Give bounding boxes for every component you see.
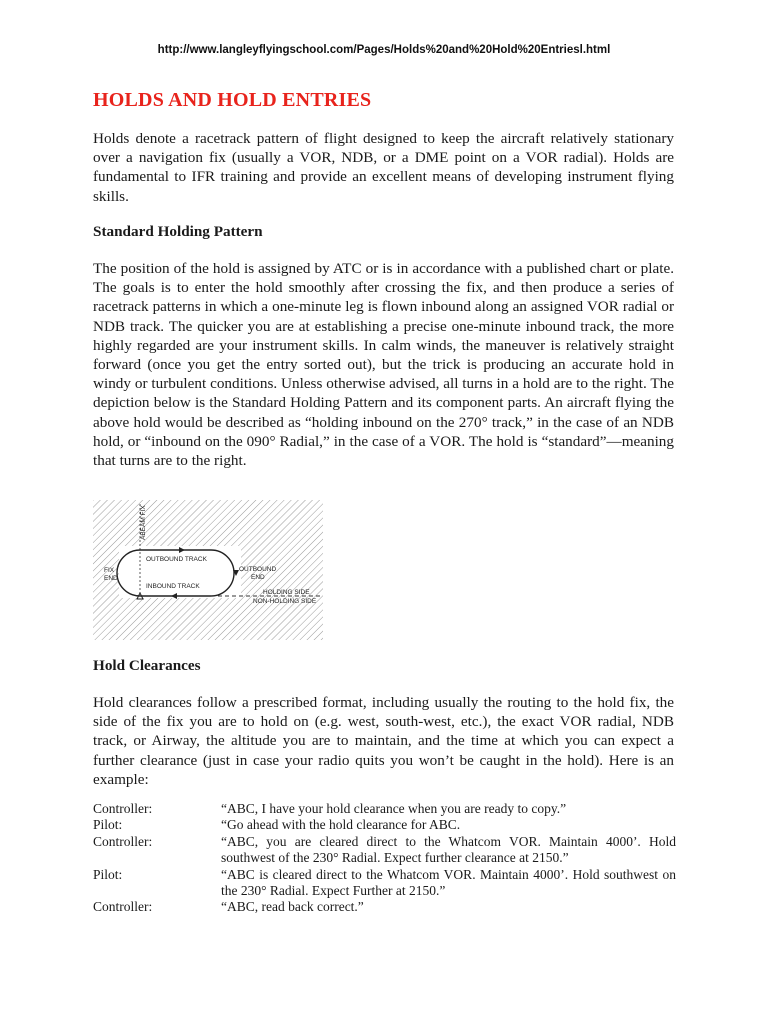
dialog-row [93, 899, 676, 915]
dialog-row [93, 834, 676, 867]
outbound-track-label: OUTBOUND TRACK [146, 556, 207, 563]
holding-pattern-svg [93, 500, 323, 640]
dialog-row [93, 867, 676, 900]
page-url-header: http://www.langleyflyingschool.com/Pages/Holds%20and%20Hold%20Entriesl.html [157, 44, 611, 56]
dialog-text: “ABC, read back correct.” [221, 899, 364, 915]
intro-paragraph: Holds denote a racetrack pattern of flight designed to keep the aircraft relatively stationary over a navigation fix (usually a VOR, NDB, or a DME point on a VOR radial). Holds are fundamental to IFR training and provide an excellent means of developing instrument flying skills. [93, 130, 674, 205]
dialog-row [93, 817, 676, 833]
dialog-speaker: Controller: [93, 899, 153, 915]
holding-pattern-diagram [93, 500, 323, 640]
section-heading-hold-clearances: Hold Clearances [93, 657, 201, 674]
dialog-speaker: Pilot: [93, 866, 123, 882]
dialog-text: “Go ahead with the hold clearance for ABC. [221, 817, 461, 833]
page-title: HOLDS AND HOLD ENTRIES [93, 89, 372, 111]
non-holding-side-label: NON-HOLDING SIDE [253, 598, 317, 605]
dialog-text: “ABC is cleared direct to the Whatcom VOR. Maintain 4000’. Hold southwest on the 230° Radial. Expect Further at 2150.” [221, 866, 676, 899]
dialog-speaker: Controller: [93, 833, 153, 849]
section-heading-standard-holding-pattern: Standard Holding Pattern [93, 223, 263, 240]
dialog-text: “ABC, I have your hold clearance when you are ready to copy.” [221, 801, 567, 816]
dialog-speaker: Controller: [93, 801, 153, 816]
holding-side-label: HOLDING SIDE [263, 589, 310, 596]
inbound-track-label: INBOUND TRACK [146, 583, 200, 590]
outbound-end-label-1: OUTBOUND [239, 566, 277, 573]
fix-end-label-1: FIX [104, 567, 115, 574]
dialog-speaker: Pilot: [93, 817, 123, 833]
abeam-fix-label: ABEAM FIX [140, 505, 147, 540]
dialog-row [93, 801, 676, 817]
clearance-dialog [93, 801, 676, 916]
standard-holding-pattern-paragraph: The position of the hold is assigned by ATC or is in accordance with a published chart or plate. The goals is to enter the hold smoothly after crossing the fix, and then produce a series of racetrack patterns in which a one-minute leg is flown inbound along an assigned VOR radial or NDB track. The quicker you are at establishing a precise one-minute inbound track, the more highly regarded are your instrument skills. In calm winds, the maneuver is relatively straight forward (once you get the entry sorted out), but the trick is producing an accurate hold in windy or turbulent conditions. Unless otherwise advised, all turns in a hold are to the right. The depiction below is the Standard Holding Pattern and its component parts. An aircraft flying the above hold would be described as “holding inbound on the 270° track,” in the case of an NDB hold, or “inbound on the 090° Radial,” in the case of a VOR. The hold is “standard”—meaning that turns are to the right. [93, 260, 674, 470]
outbound-end-label-2: END [251, 574, 265, 581]
fix-end-label-2: END [104, 575, 118, 582]
hatched-area-top [141, 500, 323, 546]
hold-clearances-paragraph: Hold clearances follow a prescribed format, including usually the routing to the hold fix, the side of the fix you are to hold on (e.g. west, south-west, etc.), the exact VOR radial, NDB track, or Airway, the altitude you are to maintain, and the time at which you can expect a further clearance (just in case your radio quits you won’t be caught in the hold). Here is an example: [93, 694, 674, 788]
dialog-text: “ABC, you are cleared direct to the Whatcom VOR. Maintain 4000’. Hold southwest of the 230° Radial. Expect further clearance at 2150.” [221, 833, 676, 866]
